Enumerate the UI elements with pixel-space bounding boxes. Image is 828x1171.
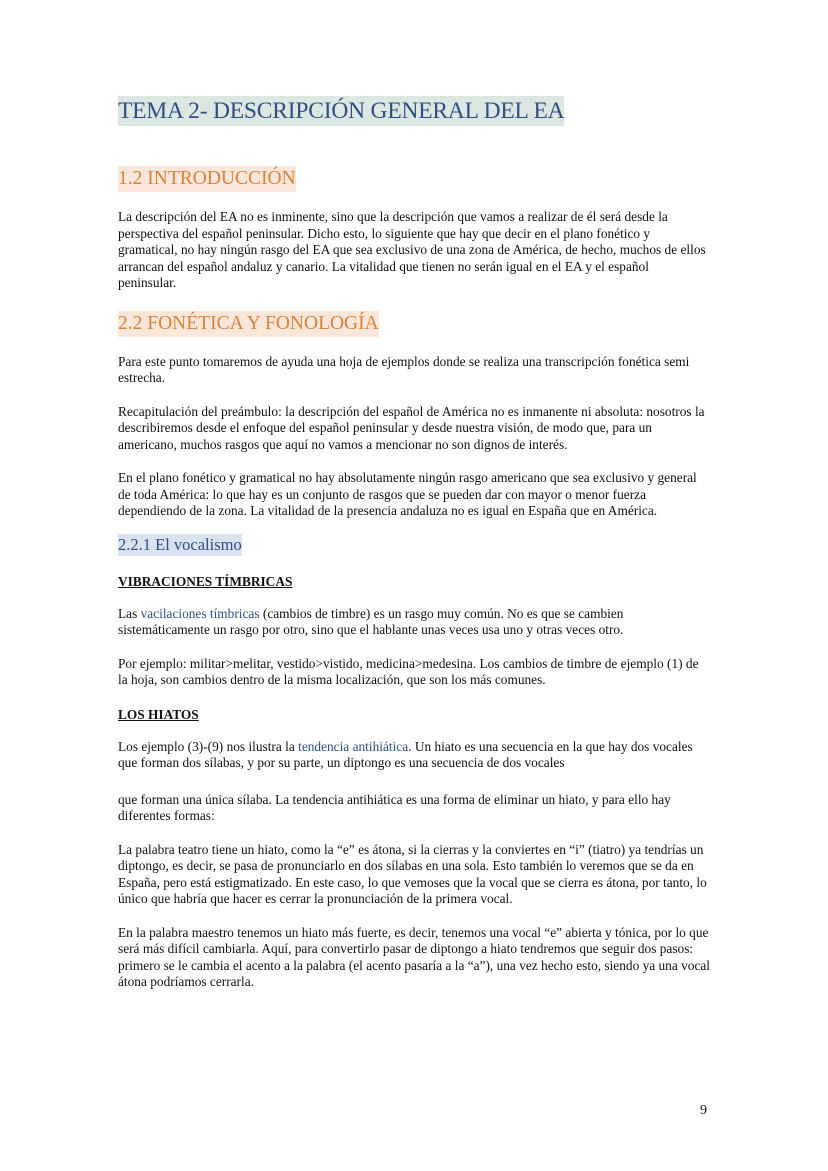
hiatos-paragraph-4: En la palabra maestro tenemos un hiato más fuerte, es decir, tenemos una vocal “e” abierta y tónica, por lo que será más difícil cambiarla. Aquí, para convertirlo pasar de diptongo a hiato tendremos que seguir dos pasos: primero se le cambia el acento a la palabra (el acento pasaría a la “a”), una vez hecho esto, siendo ya una vocal átona podríamos cerrarla. [118, 924, 711, 989]
document-title: TEMA 2- DESCRIPCIÓN GENERAL DEL EA [118, 98, 565, 124]
hiatos-paragraph-1 [118, 739, 710, 772]
heading-fonetica: 2.2 FONÉTICA Y FONOLOGÍA [118, 311, 379, 337]
highlight-antihiatica: tendencia antihiática [298, 738, 409, 754]
vocalismo-paragraph-1 [118, 606, 710, 639]
fonetica-paragraph-2: Recapitulación del preámbulo: la descripción del español de América no es inmanente ni absoluta: nosotros la describiremos desde el enfoque del español peninsular y desde nuestra visión, de modo que, para un americano, muchos rasgos que aquí no vamos a mencionar no son dignos de interés. [118, 403, 705, 452]
vocalismo-p1-pre: Las [118, 605, 141, 621]
vocalismo-paragraph-2: Por ejemplo: militar>melitar, vestido>vistido, medicina>medesina. Los cambios de timbre de ejemplo (1) de la hoja, son cambios dentro de la misma localización, que son los más comunes. [118, 655, 699, 687]
hiatos-paragraph-2: que forman una única sílaba. La tendencia antihiática es una forma de eliminar un hiato, y para ello hay diferentes formas: [118, 791, 671, 823]
page-number: 9 [700, 1103, 707, 1118]
highlight-vacilaciones: vacilaciones tímbricas [140, 605, 260, 621]
fonetica-paragraph-3: En el plano fonético y gramatical no hay absolutamente ningún rasgo americano que sea exclusivo y general de toda América: lo que hay es un conjunto de rasgos que se pueden dar con mayor o menor fuerza dependiendo de la zona. La vitalidad de la presencia andaluza no es igual en España que en América. [118, 470, 697, 518]
page-content [118, 96, 710, 991]
hiatos-paragraph-3: La palabra teatro tiene un hiato, como la “e” es átona, si la cierras y la conviertes en “i” (tiatro) ya tendrías un diptongo, es decir, se pasa de pronunciarlo en dos sílabas en una sola. Esto también lo veremos que se da en España, pero está estigmatizado. En este caso, lo que vemoses que la vocal que se cierra es átona, por tanto, lo único que habría que hacer es cerrar la pronunciación de la primera vocal. [118, 841, 707, 906]
hiatos-p1-pre: Los ejemplo (3)-(9) nos ilustra la [118, 738, 299, 754]
intro-paragraph: La descripción del EA no es inminente, sino que la descripción que vamos a realizar de él será desde la perspectiva del español peninsular. Dicho esto, lo siguiente que hay que decir en el plano fonético y gramatical, no hay ningún rasgo del EA que sea exclusivo de una zona de América, de hecho, muchos de ellos arrancan del español andaluz y canario. La vitalidad que tienen no serán igual en el EA y el español peninsular. [118, 209, 706, 290]
fonetica-paragraph-1: Para este punto tomaremos de ayuda una hoja de ejemplos donde se realiza una transcripción fonética semi estrecha. [118, 353, 690, 385]
vocalismo-p1-post: (cambios de timbre) es un rasgo muy común. No es que se cambien sistemáticamente un rasgo por otro, sino que el hablante unas veces usa uno y otras veces otro. [118, 605, 624, 637]
subheading-hiatos: LOS HIATOS [118, 706, 199, 722]
subheading-vibraciones: VIBRACIONES TÍMBRICAS [118, 573, 293, 589]
heading-introduccion: 1.2 INTRODUCCIÓN [118, 166, 296, 192]
heading-vocalismo: 2.2.1 El vocalismo [118, 534, 242, 554]
hiatos-p1-post: . Un hiato es una secuencia en la que hay dos vocales que forman dos sílabas, y por su parte, un diptongo es una secuencia de dos vocales [118, 738, 693, 770]
